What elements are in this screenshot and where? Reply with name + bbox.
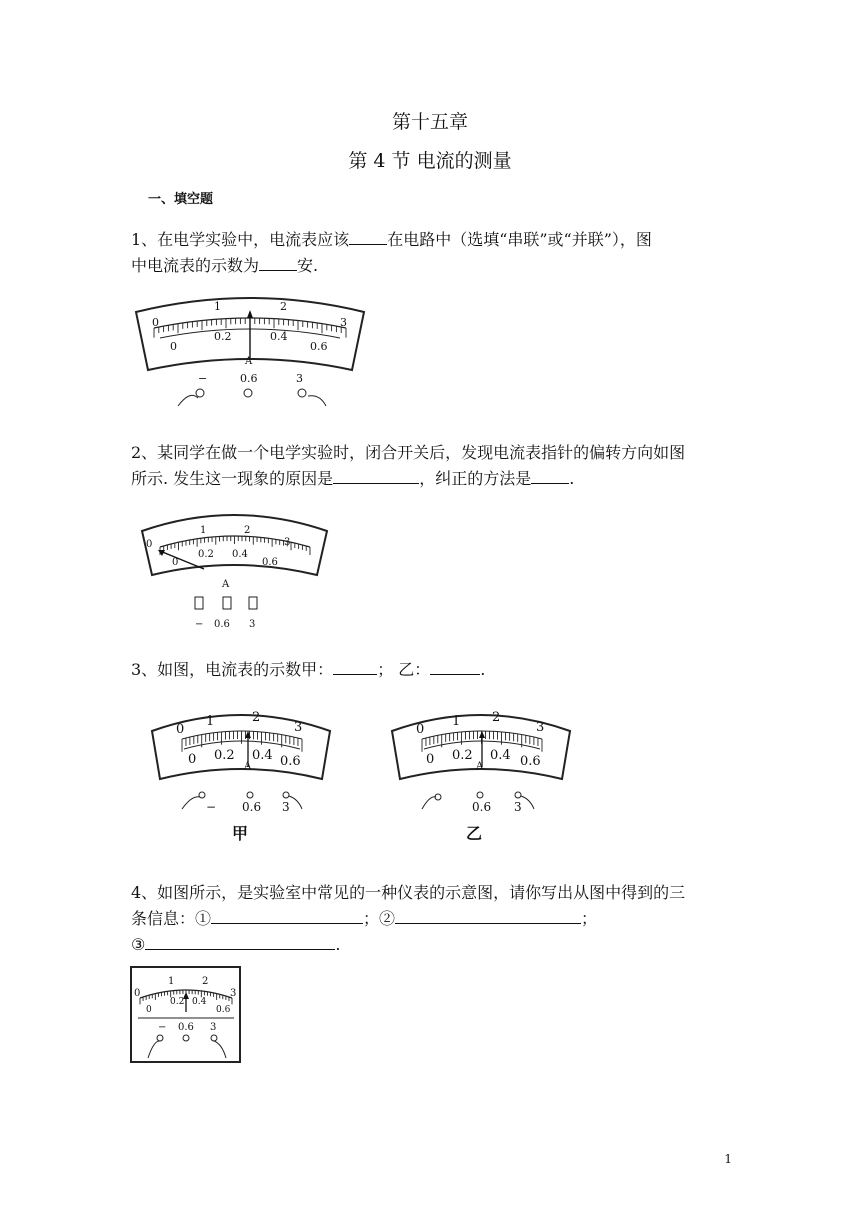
top-scale-label: 1 — [206, 714, 215, 729]
top-scale-label: 2 — [492, 710, 501, 725]
terminal-label: 0.6 — [240, 372, 258, 385]
top-scale-label: 0 — [416, 722, 425, 737]
answer-blank[interactable] — [333, 465, 419, 484]
terminal-label: − — [198, 372, 208, 385]
top-scale-label: 0 — [152, 316, 159, 329]
answer-blank[interactable] — [211, 905, 363, 924]
bottom-scale-label: 0 — [426, 752, 435, 767]
top-scale-label: 1 — [214, 300, 221, 313]
bottom-scale-label: 0.4 — [232, 549, 248, 560]
terminal-label: − — [195, 619, 204, 630]
top-scale-label: 0 — [146, 539, 153, 550]
answer-blank[interactable] — [259, 252, 297, 271]
figure-label-yi: 乙 — [466, 824, 483, 843]
top-scale-label: 2 — [244, 525, 251, 536]
page-number: 1 — [724, 1152, 732, 1166]
bottom-scale-label: 0.2 — [198, 549, 214, 560]
terminal-label: 3 — [514, 800, 522, 814]
answer-blank[interactable] — [430, 656, 480, 675]
top-scale-label: 1 — [200, 525, 207, 536]
bottom-scale-label: 0.2 — [214, 330, 232, 343]
bottom-scale-label: 0.4 — [192, 997, 207, 1007]
bottom-scale-label: 0 — [172, 557, 179, 568]
ammeter-figure-q4 — [130, 966, 242, 1064]
answer-blank[interactable] — [145, 931, 335, 950]
terminal-label: 3 — [210, 1022, 217, 1033]
answer-blank[interactable] — [349, 226, 387, 245]
bottom-scale-label: 0.4 — [252, 748, 273, 763]
ammeter-figure-q2 — [132, 503, 337, 631]
bottom-scale-label: 0.2 — [214, 748, 235, 763]
top-scale-label: 2 — [280, 300, 287, 313]
unit-label: A — [245, 356, 253, 367]
terminal-label: 0.6 — [178, 1022, 194, 1033]
terminal-label: 3 — [296, 372, 303, 385]
terminal-label: 0.6 — [242, 800, 262, 814]
bottom-scale-label: 0 — [170, 340, 177, 353]
bottom-scale-label: 0.2 — [170, 997, 185, 1007]
question-2: 2、某同学在做一个电学实验时，闭合开关后，发现电流表指针的偏转方向如图 所示. 发生这一现象的原因是 ，纠正的方法是 . — [131, 443, 686, 488]
question-3: 3、如图，电流表的示数甲： ； 乙： . — [131, 656, 731, 682]
top-scale-label: 3 — [230, 988, 237, 999]
bottom-scale-label: 0.2 — [452, 748, 473, 763]
chapter-title: 第十五章 — [391, 111, 468, 133]
bottom-scale-label: 0.6 — [216, 1005, 231, 1015]
bottom-scale-label: 0.6 — [280, 754, 301, 769]
top-scale-label: 2 — [202, 976, 209, 987]
top-scale-label: 3 — [536, 720, 545, 735]
figure-label-jia: 甲 — [232, 824, 249, 843]
bottom-scale-label: 0.6 — [520, 754, 541, 769]
top-scale-label: 3 — [294, 720, 303, 735]
top-scale-label: 3 — [284, 537, 291, 548]
top-scale-label: 3 — [340, 316, 347, 329]
question-4: 4、如图所示，是实验室中常见的一种仪表的示意图，请你写出从图中得到的三 条信息：① ；② ； ③ . — [131, 883, 686, 954]
answer-blank[interactable] — [531, 465, 569, 484]
unit-label: A — [476, 761, 484, 772]
bottom-scale-label: 0.4 — [270, 330, 288, 343]
unit-label: A — [244, 761, 252, 772]
top-scale-label: 2 — [252, 710, 261, 725]
bottom-scale-label: 0.6 — [310, 340, 328, 353]
bottom-scale-label: 0 — [146, 1005, 152, 1015]
top-scale-label: 0 — [134, 988, 141, 999]
answer-blank[interactable] — [333, 656, 377, 675]
terminal-label: 3 — [282, 800, 290, 814]
top-scale-label: 1 — [452, 714, 461, 729]
answer-blank[interactable] — [395, 905, 581, 924]
terminal-label: 0.6 — [472, 800, 492, 814]
top-scale-label: 1 — [168, 976, 175, 987]
section-label: 一、填空题 — [148, 192, 214, 207]
top-scale-label: 0 — [176, 722, 185, 737]
bottom-scale-label: 0.4 — [490, 748, 511, 763]
section-title: 第 4 节 电流的测量 — [348, 150, 512, 172]
bottom-scale-label: 0.6 — [262, 557, 278, 568]
terminal-label: − — [158, 1022, 167, 1033]
unit-label: A — [222, 579, 230, 590]
ammeter-figure-yi — [386, 703, 576, 845]
ammeter-figure-q1 — [130, 290, 370, 415]
terminal-label: − — [206, 800, 217, 814]
ammeter-figure-jia — [146, 703, 336, 845]
bottom-scale-label: 0 — [188, 752, 197, 767]
question-1: 1、在电学实验中，电流表应该 在电路中（选填“串联”或“并联”），图 中电流表的示数为 安. — [131, 226, 731, 278]
terminal-label: 0.6 — [214, 619, 230, 630]
terminal-label: 3 — [249, 619, 256, 630]
